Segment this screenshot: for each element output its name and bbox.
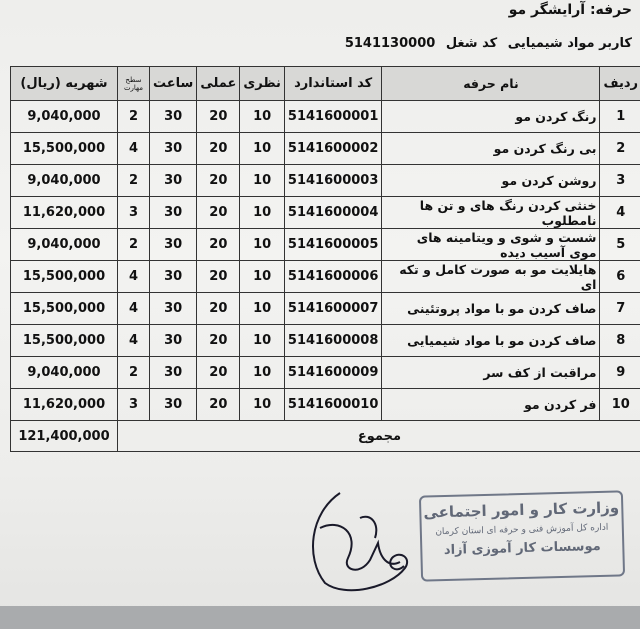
cell-hours: 30 — [150, 261, 197, 293]
cell-fee: 11,620,000 — [11, 389, 118, 421]
cell-name: مراقبت از کف سر — [382, 357, 600, 389]
cell-theory: 10 — [240, 293, 285, 325]
cell-code: 5141600004 — [284, 197, 381, 229]
total-label: مجموع — [118, 421, 640, 452]
col-code: کد استاندارد — [284, 67, 381, 101]
cell-name: رنگ کردن مو — [382, 101, 600, 133]
cell-level: 3 — [118, 389, 150, 421]
cell-fee: 9,040,000 — [11, 101, 118, 133]
cell-row: 7 — [600, 293, 640, 325]
stamp-line-3: موسسات کار آموزی آزاد — [443, 538, 601, 559]
signature — [300, 488, 430, 598]
cell-name: روشن کردن مو — [382, 165, 600, 197]
cell-row: 8 — [600, 325, 640, 357]
cell-theory: 10 — [240, 389, 285, 421]
cell-code: 5141600010 — [284, 389, 381, 421]
cell-name: خنثی کردن رنگ های و تن ها نامطلوب — [382, 197, 600, 229]
cell-theory: 10 — [240, 133, 285, 165]
cell-row: 6 — [600, 261, 640, 293]
cell-row: 10 — [600, 389, 640, 421]
cell-fee: 11,620,000 — [11, 197, 118, 229]
cell-theory: 10 — [240, 197, 285, 229]
cell-hours: 30 — [150, 229, 197, 261]
table-row — [11, 389, 640, 421]
cell-practical: 20 — [197, 261, 240, 293]
cell-row: 2 — [600, 133, 640, 165]
table-row — [11, 229, 640, 261]
col-fee: شهریه (ریال) — [11, 67, 118, 101]
cell-practical: 20 — [197, 165, 240, 197]
cell-fee: 15,500,000 — [11, 293, 118, 325]
cell-theory: 10 — [240, 229, 285, 261]
job-code-label: کد شغل — [445, 36, 498, 51]
col-theory: نظری — [240, 67, 285, 101]
cell-row: 5 — [600, 229, 640, 261]
cell-name: هایلایت مو به صورت کامل و تکه ای — [382, 261, 600, 293]
cell-practical: 20 — [197, 357, 240, 389]
cell-row: 9 — [600, 357, 640, 389]
cell-hours: 30 — [150, 357, 197, 389]
table-row — [11, 165, 640, 197]
table-row — [11, 197, 640, 229]
profession-line: حرفه: آرایشگر مو — [508, 2, 632, 18]
cell-level: 4 — [118, 261, 150, 293]
cell-fee: 15,500,000 — [11, 133, 118, 165]
cell-level: 2 — [118, 229, 150, 261]
cell-level: 4 — [118, 325, 150, 357]
official-stamp — [419, 490, 625, 581]
cell-code: 5141600009 — [284, 357, 381, 389]
cell-level: 2 — [118, 357, 150, 389]
cell-fee: 15,500,000 — [11, 325, 118, 357]
cell-code: 5141600007 — [284, 293, 381, 325]
cell-level: 2 — [118, 165, 150, 197]
cell-practical: 20 — [197, 389, 240, 421]
cell-fee: 9,040,000 — [11, 165, 118, 197]
cell-hours: 30 — [150, 197, 197, 229]
job-title: کاربر مواد شیمیایی — [507, 36, 632, 51]
cell-level: 4 — [118, 293, 150, 325]
cell-code: 5141600005 — [284, 229, 381, 261]
table-row — [11, 293, 640, 325]
cell-level: 2 — [118, 101, 150, 133]
table-header-row — [11, 67, 640, 101]
cell-practical: 20 — [197, 229, 240, 261]
table-row — [11, 357, 640, 389]
background-edge — [0, 606, 640, 629]
cell-level: 4 — [118, 133, 150, 165]
stamp-line-2: اداره کل آموزش فنی و حرفه ای استان کرمان — [435, 522, 609, 538]
cell-theory: 10 — [240, 357, 285, 389]
cell-code: 5141600003 — [284, 165, 381, 197]
cell-theory: 10 — [240, 101, 285, 133]
table-row — [11, 101, 640, 133]
job-line — [339, 36, 632, 51]
total-value: 121,400,000 — [11, 421, 118, 452]
cell-code: 5141600001 — [284, 101, 381, 133]
cell-hours: 30 — [150, 165, 197, 197]
cell-practical: 20 — [197, 325, 240, 357]
cell-theory: 10 — [240, 261, 285, 293]
cell-hours: 30 — [150, 325, 197, 357]
table-row — [11, 133, 640, 165]
cell-code: 5141600006 — [284, 261, 381, 293]
cell-theory: 10 — [240, 165, 285, 197]
cell-name: بی رنگ کردن مو — [382, 133, 600, 165]
cell-level: 3 — [118, 197, 150, 229]
cell-practical: 20 — [197, 293, 240, 325]
col-row: ردیف — [600, 67, 640, 101]
col-practical: عملی — [197, 67, 240, 101]
cell-practical: 20 — [197, 101, 240, 133]
cell-row: 4 — [600, 197, 640, 229]
cell-code: 5141600008 — [284, 325, 381, 357]
cell-name: صاف کردن مو با مواد شیمیایی — [382, 325, 600, 357]
col-name: نام حرفه — [382, 67, 600, 101]
total-row — [11, 421, 640, 452]
cell-fee: 15,500,000 — [11, 261, 118, 293]
cell-hours: 30 — [150, 133, 197, 165]
stamp-line-1: وزارت کار و امور اجتماعی — [423, 498, 620, 522]
cell-hours: 30 — [150, 293, 197, 325]
cell-row: 1 — [600, 101, 640, 133]
cell-fee: 9,040,000 — [11, 229, 118, 261]
col-level: سطح مهارت — [118, 67, 150, 101]
cell-practical: 20 — [197, 133, 240, 165]
cell-hours: 30 — [150, 389, 197, 421]
cell-hours: 30 — [150, 101, 197, 133]
job-code: 5141130000 — [344, 36, 436, 51]
cell-name: صاف کردن مو با مواد پروتئینی — [382, 293, 600, 325]
cell-theory: 10 — [240, 325, 285, 357]
cell-name: شست و شوی و ویتامینه های موی آسیب دیده — [382, 229, 600, 261]
cell-practical: 20 — [197, 197, 240, 229]
col-hours: ساعت — [150, 67, 197, 101]
table-row — [11, 261, 640, 293]
cell-name: فر کردن مو — [382, 389, 600, 421]
cell-row: 3 — [600, 165, 640, 197]
table-row — [11, 325, 640, 357]
cell-code: 5141600002 — [284, 133, 381, 165]
fee-table — [10, 66, 640, 452]
cell-fee: 9,040,000 — [11, 357, 118, 389]
